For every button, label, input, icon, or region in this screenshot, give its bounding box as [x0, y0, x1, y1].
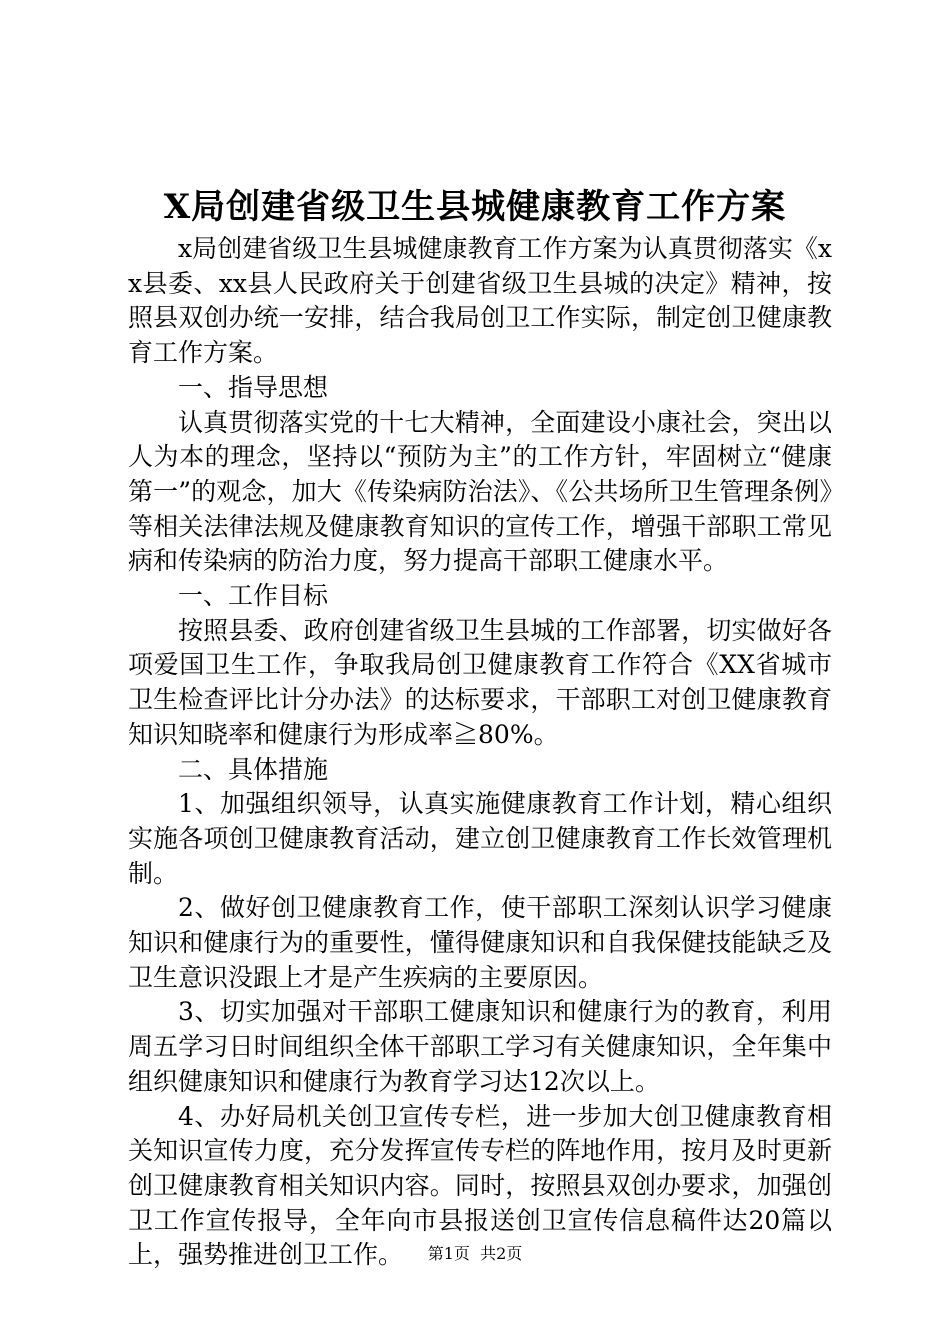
paragraph-measure-4: 4、办好局机关创卫宣传专栏，进一步加大创卫健康教育相关知识宣传力度，充分发挥宣传专栏的阵地作用，按月及时更新创卫健康教育相关知识内容。同时，按照县双创办要求，加强创卫工作宣传报导，全年向市县报送创卫宣传信息稿件达20篇以上，强势推进创卫工作。 — [128, 1101, 832, 1270]
page-footer — [0, 1242, 950, 1266]
section-heading-work-goals: 一、工作目标 — [178, 581, 329, 611]
paragraph-work-goals: 按照县委、政府创建省级卫生县城的工作部署，切实做好各项爱国卫生工作，争取我局创卫健康教育工作符合《XX省城市卫生检查评比计分办法》的达标要求，干部职工对创卫健康教育知识知晓率和健康行为形成率≧80%。 — [128, 615, 832, 749]
section-heading-guiding-thought: 一、指导思想 — [178, 372, 329, 402]
paragraph-measure-3: 3、切实加强对干部职工健康知识和健康行为的教育，利用周五学习日时间组织全体干部职工学习有关健康知识，全年集中组织健康知识和健康行为教育学习达12次以上。 — [128, 997, 832, 1096]
section-heading-measures: 二、具体措施 — [178, 754, 329, 784]
document-title: X局创建省级卫生县城健康教育工作方案 — [163, 187, 787, 227]
document-body — [128, 232, 832, 1273]
paragraph-measure-1: 1、加强组织领导，认真实施健康教育工作计划，精心组织实施各项创卫健康教育活动，建立创卫健康教育工作长效管理机制。 — [128, 789, 832, 888]
paragraph-intro: x局创建省级卫生县城健康教育工作方案为认真贯彻落实《xx县委、xx县人民政府关于创建省级卫生县城的决定》精神，按照县双创办统一安排，结合我局创卫工作实际，制定创卫健康教育工作方案。 — [128, 234, 832, 368]
paragraph-measure-2: 2、做好创卫健康教育工作，使干部职工深刻认识学习健康知识和健康行为的重要性，懂得健康知识和自我保健技能缺乏及卫生意识没跟上才是产生疾病的主要原因。 — [128, 893, 832, 992]
page-total: 共2页 — [480, 1244, 523, 1263]
paragraph-guiding-thought: 认真贯彻落实党的十七大精神，全面建设小康社会，突出以人为本的理念，坚持以“预防为主”的工作方针，牢固树立“健康第一”的观念，加大《传染病防治法》、《公共场所卫生管理条例》等相关法律法规及健康教育知识的宣传工作，增强干部职工常见病和传染病的防治力度，努力提高干部职工健康水平。 — [128, 407, 832, 576]
page-number: 第1页 — [427, 1244, 470, 1263]
